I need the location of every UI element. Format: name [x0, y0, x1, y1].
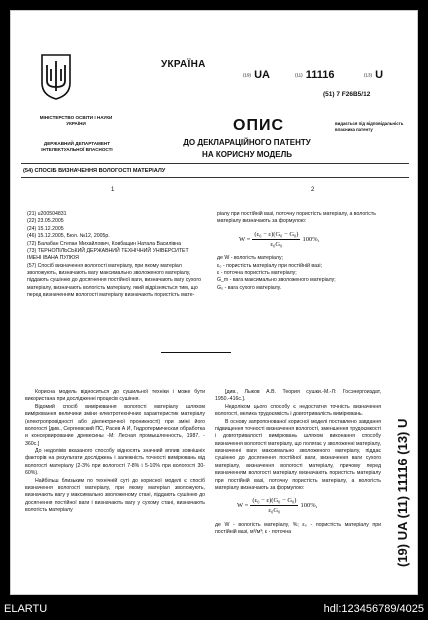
- definition-line: G_m - вага максимально зволоженого матеріалу;: [217, 277, 336, 284]
- stamp-note: видається під відповідальність власника патенту: [335, 121, 404, 132]
- department-name: ДЕРЖАВНИЙ ДЕПАРТАМЕНТ ІНТЕЛЕКТУАЛЬНОЇ ВЛАСНОСТІ: [41, 141, 113, 152]
- description-right-column: [215, 389, 381, 536]
- bib-line: (21) u200504831: [27, 211, 67, 217]
- definition-line: ε - поточна пористість матеріалу;: [217, 269, 297, 276]
- divider: [21, 177, 409, 178]
- bib-line: (24) 15.12.2005: [27, 225, 64, 232]
- formula-lhs: W =: [237, 502, 249, 510]
- kind-code: U: [375, 69, 384, 81]
- paragraph: Корисна модель відноситься до сушильної техніки і може бути використана при дослідженні процесів сушіння.: [25, 389, 205, 403]
- formula-denominator: ε₀G₀: [268, 507, 281, 515]
- moisture-formula: [239, 230, 395, 249]
- document-subtitle-2: НА КОРИСНУ МОДЕЛЬ: [202, 150, 292, 159]
- vertical-patent-id-text: (19) UA (11) 11116 (13) U: [395, 418, 410, 567]
- paragraph: Відомий спосіб вимірювання вологості матеріалу шляхом вимірювання величини зміни електротехнічних характеристик матеріалу (електропровідності або діелектричної проникності) при зміні його вологості [див., Сергеевский ПС, Расев А И, Гидротермическая обработка и консервирование древесины -М: Лесная промышленность, 1987. - 360с.]: [25, 403, 205, 447]
- bib-line: (57) Спосіб визначення вологості матеріалу, при якому матеріал зволожують, визначають вагу максимально зволоженого матеріалу, піддають сушінню до досягнення постійної ваги, визначають вагу сухого матеріалу, визначають вологість матеріалу, який відрізняється тим, що перед визначенням вологості матеріалу визначають пористість мате-: [27, 262, 201, 299]
- bib-line: (22) 23.05.2005: [27, 218, 64, 225]
- description-left-column: [25, 389, 205, 514]
- paragraph: [див., Лыков А.В. Теория сушки.-М.-Л: Госэнергоиздат, 1950.-416с.].: [215, 389, 381, 403]
- paragraph: До недоліків вказаного способу відносять значний вплив зовнішніх факторів на результати досліджень і залежність точності вимірювань від вологості матеріалу (2-3% при вологості 7-8% і 5-10% при вологості 30-60%).: [25, 448, 205, 477]
- paragraph: В основу запропонованої корисної моделі поставлено завдання підвищення точності визначення вологості, зменшення трудоємкості і довготривалості вимірювань шляхом виконання способу визначення вологості матеріалу, що полягає у зволоженні матеріалу, визначенні ваги максимально зволоженого матеріалу, піддає сушінню до досягнення постійної ваги, визначення ваги сухого матеріалу, визначення вологості матеріалу, причому перед визначенням вологості матеріалу визначають пористість матеріалу при постійній вазі, поточну пористість матеріалу, а вологість матеріалу визначають за формулою:: [215, 418, 381, 491]
- patent-number: 11116: [305, 69, 335, 81]
- formula-tail: 100%,: [302, 235, 320, 243]
- bib-line: (73) ТЕРНОПІЛЬСЬКИЙ ДЕРЖАВНИЙ ТЕХНІЧНИЙ УНІВЕРСИТЕТ ІМЕНІ ІВАНА ПУЛЮЯ: [27, 247, 189, 262]
- paragraph: де W - вологість матеріалу, %; ε₀ - пористість матеріалу при постійній вазі, м³/м³; ε - поточна: [215, 521, 381, 536]
- formula-fraction: [252, 230, 300, 249]
- paragraph: Недоліком цього способу є недостатня точність визначення вологості, велика трудоємкість і довготривалість вимірювань.: [215, 403, 381, 418]
- country-code-field: [243, 69, 270, 81]
- formula-lhs: W =: [239, 235, 251, 243]
- bib-line: (72) Балабан Степан Михайлович, Ковбащин Натала Василівна: [27, 240, 182, 247]
- formula-numerator: (ε₀ − ε)(G₀ − G₀): [252, 230, 300, 240]
- ipc-code: (51) 7 F26B5/12: [323, 91, 371, 98]
- paragraph: Найбільш близьким по технічній суті до корисної моделі є спосіб визначення вологості матеріалу, при якому матеріал зволожують, визначають вагу у максимально зволоженому стані, піддають сушінню до досягнення постійної ваги і визначають вагу у сухому стані, визначають вологість матеріалу: [25, 477, 205, 513]
- viewer-footer: [0, 600, 428, 620]
- patent-page: [10, 10, 418, 595]
- bib-line: (46) 15.12.2005, Бюл. №12, 2005р.: [27, 233, 110, 240]
- patent-number-field: [295, 69, 335, 81]
- formula-fraction: [250, 496, 298, 515]
- column-number-right: 2: [311, 187, 315, 193]
- document-title: ОПИС: [233, 117, 284, 134]
- column-number-left: 1: [111, 187, 115, 193]
- code-13: (13): [364, 72, 373, 78]
- claim-continuation: [217, 211, 395, 292]
- claim-intro: ріалу при постійній вазі, поточну пористість матеріалу, а вологість матеріалу визначають за формулою:: [217, 211, 376, 225]
- invention-title: (54) СПОСІБ ВИЗНАЧЕННЯ ВОЛОГОСТІ МАТЕРІАЛУ: [23, 168, 166, 174]
- country-name: УКРАЇНА: [161, 59, 206, 70]
- ministry-name: МІНІСТЕРСТВО ОСВІТИ І НАУКИ УКРАЇНИ: [39, 115, 113, 126]
- definition-line: ε₀ - пористість матеріалу при постійній вазі;: [217, 262, 322, 269]
- formula-denominator: ε₀G₀: [270, 240, 283, 248]
- divider: [21, 163, 409, 164]
- moisture-formula-body: [237, 496, 381, 515]
- formula-numerator: (ε₀ − ε)(G₀ − G₀): [250, 496, 298, 506]
- handle-id: hdl:123456789/4025: [323, 603, 424, 615]
- bibliographic-data: [27, 211, 203, 300]
- section-separator: [161, 352, 231, 353]
- repository-name: ELARTU: [4, 603, 48, 615]
- vertical-patent-id: [387, 371, 417, 571]
- kind-field: [364, 69, 383, 81]
- document-subtitle-1: ДО ДЕКЛАРАЦІЙНОГО ПАТЕНТУ: [183, 138, 311, 147]
- code-11: (11): [295, 72, 303, 78]
- coat-of-arms-icon: [39, 53, 73, 101]
- formula-tail: 100%,: [300, 502, 318, 510]
- code-19: (19): [243, 72, 252, 78]
- country-code: UA: [254, 69, 270, 81]
- definition-line: G₀ - вага сухого матеріалу.: [217, 284, 282, 291]
- definition-line: де W - вологість матеріалу;: [217, 255, 283, 262]
